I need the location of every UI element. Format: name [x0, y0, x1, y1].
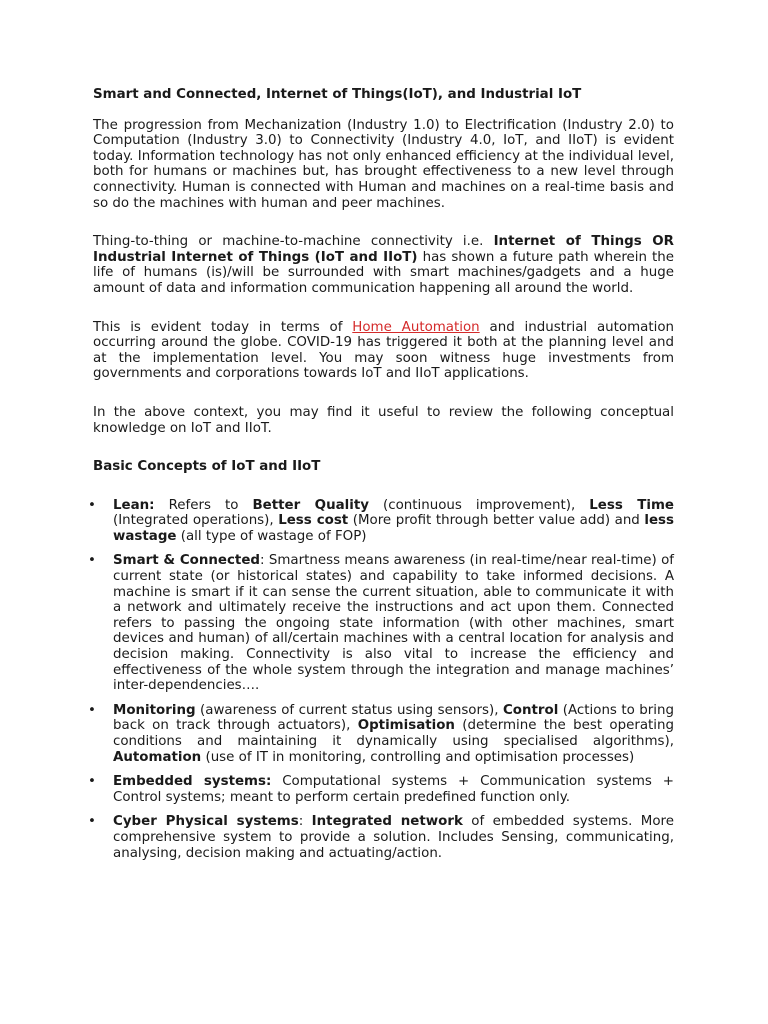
text: Computational systems + Communication systems + Control systems; meant to perform certain predefined function only.: [113, 774, 674, 805]
term: Optimisation: [357, 718, 455, 734]
connectivity-text-end: has shown a future path wherein the life of humans (is)/will be surrounded with smart machines/gadgets and a huge amount of data and information communication happening all around the world.: [93, 249, 674, 296]
text: (determine the best operating conditions and maintaining it dynamically using specialised algorithms),: [113, 718, 674, 749]
bullet-icon: •: [88, 497, 96, 513]
list-item-lean: [88, 497, 675, 545]
text: (use of IT in monitoring, controlling and optimisation processes): [201, 749, 635, 765]
term: Less Time: [589, 497, 675, 513]
term: Cyber Physical systems: [113, 814, 299, 830]
text: : Smartness means awareness (in real-time/near real-time) of current state (or historical states) and capability to take informed decisions. A machine is smart if it can sense the current situation, able to communicate it with a network and ultimately receive the instructions and act upon them. Connected refers to passing the ongoing state information (with other machines, smart devices and human) of all/certain machines with a central location for analysis and decision making. Connectivity is also vital to increase the efficiency and effectiveness of the whole system through the integration and manage machines’ inter-dependencies….: [113, 553, 674, 694]
automation-text-end: and industrial automation occurring around the globe. COVID-19 has triggered it both at the planning level and at the implementation level. You may soon witness huge investments from governments and corporations towards IoT and IIoT applications.: [93, 319, 674, 382]
concepts-list: [88, 497, 675, 861]
document-content: [88, 87, 675, 870]
term: Smart & Connected: [113, 553, 260, 569]
bullet-icon: •: [88, 814, 96, 830]
intro-paragraph: The progression from Mechanization (Industry 1.0) to Electrification (Industry 2.0) to Computation (Industry 3.0) to Connectivity (Industry 4.0, IoT, and IIoT) is evident today. Information technology has not only enhanced efficiency at the individual level, both for humans or machines but, has brought effectiveness to a new level through connectivity. Human is connected with Human and machines on a real-time basis and so do the machines with human and peer machines.: [93, 117, 674, 211]
text: (all type of wastage of FOP): [176, 528, 367, 544]
term: Integrated network: [311, 814, 463, 830]
section-heading: Basic Concepts of IoT and IIoT: [93, 459, 321, 475]
term: Automation: [113, 749, 202, 765]
term: less wastage: [113, 513, 674, 544]
text: (Integrated operations),: [113, 513, 279, 529]
text: (awareness of current status using sensors),: [195, 702, 503, 718]
text: of embedded systems. More comprehensive system to provide a solution. Includes Sensing, communicating, analysing, decision making and actuating/action.: [113, 814, 674, 861]
automation-text-start: This is evident today in terms of: [93, 319, 353, 335]
connectivity-paragraph: [93, 234, 674, 296]
list-item-smart-connected: [88, 553, 674, 694]
bullet-icon: •: [88, 702, 96, 718]
context-paragraph: In the above context, you may find it useful to review the following conceptual knowledge on IoT and IIoT.: [93, 404, 674, 436]
automation-paragraph: [93, 320, 674, 382]
list-item-monitoring: [88, 702, 674, 765]
text: (continuous improvement),: [368, 497, 590, 513]
connectivity-text-start: Thing-to-thing or machine-to-machine connectivity i.e.: [93, 234, 494, 250]
text: :: [298, 814, 312, 830]
text: Refers to: [154, 497, 253, 513]
term: Less cost: [278, 513, 349, 529]
page-title: Smart and Connected, Internet of Things(IoT), and Industrial IoT: [93, 87, 582, 102]
term: Better Quality: [252, 497, 369, 513]
term: Control: [502, 702, 559, 718]
iot-term: Internet of Things OR Industrial Internet of Things (IoT and IIoT): [93, 234, 674, 265]
term: Embedded systems:: [113, 774, 272, 790]
list-item-cyber-physical: [88, 814, 674, 861]
list-item-embedded-systems: [88, 774, 674, 805]
bullet-icon: •: [88, 774, 96, 790]
term: Lean:: [113, 497, 155, 513]
text: (Actions to bring back on track through actuators),: [113, 702, 674, 734]
home-automation-link[interactable]: Home Automation: [352, 319, 480, 335]
bullet-icon: •: [88, 553, 96, 569]
text: (More profit through better value add) and: [348, 513, 645, 529]
term: Monitoring: [113, 702, 196, 718]
